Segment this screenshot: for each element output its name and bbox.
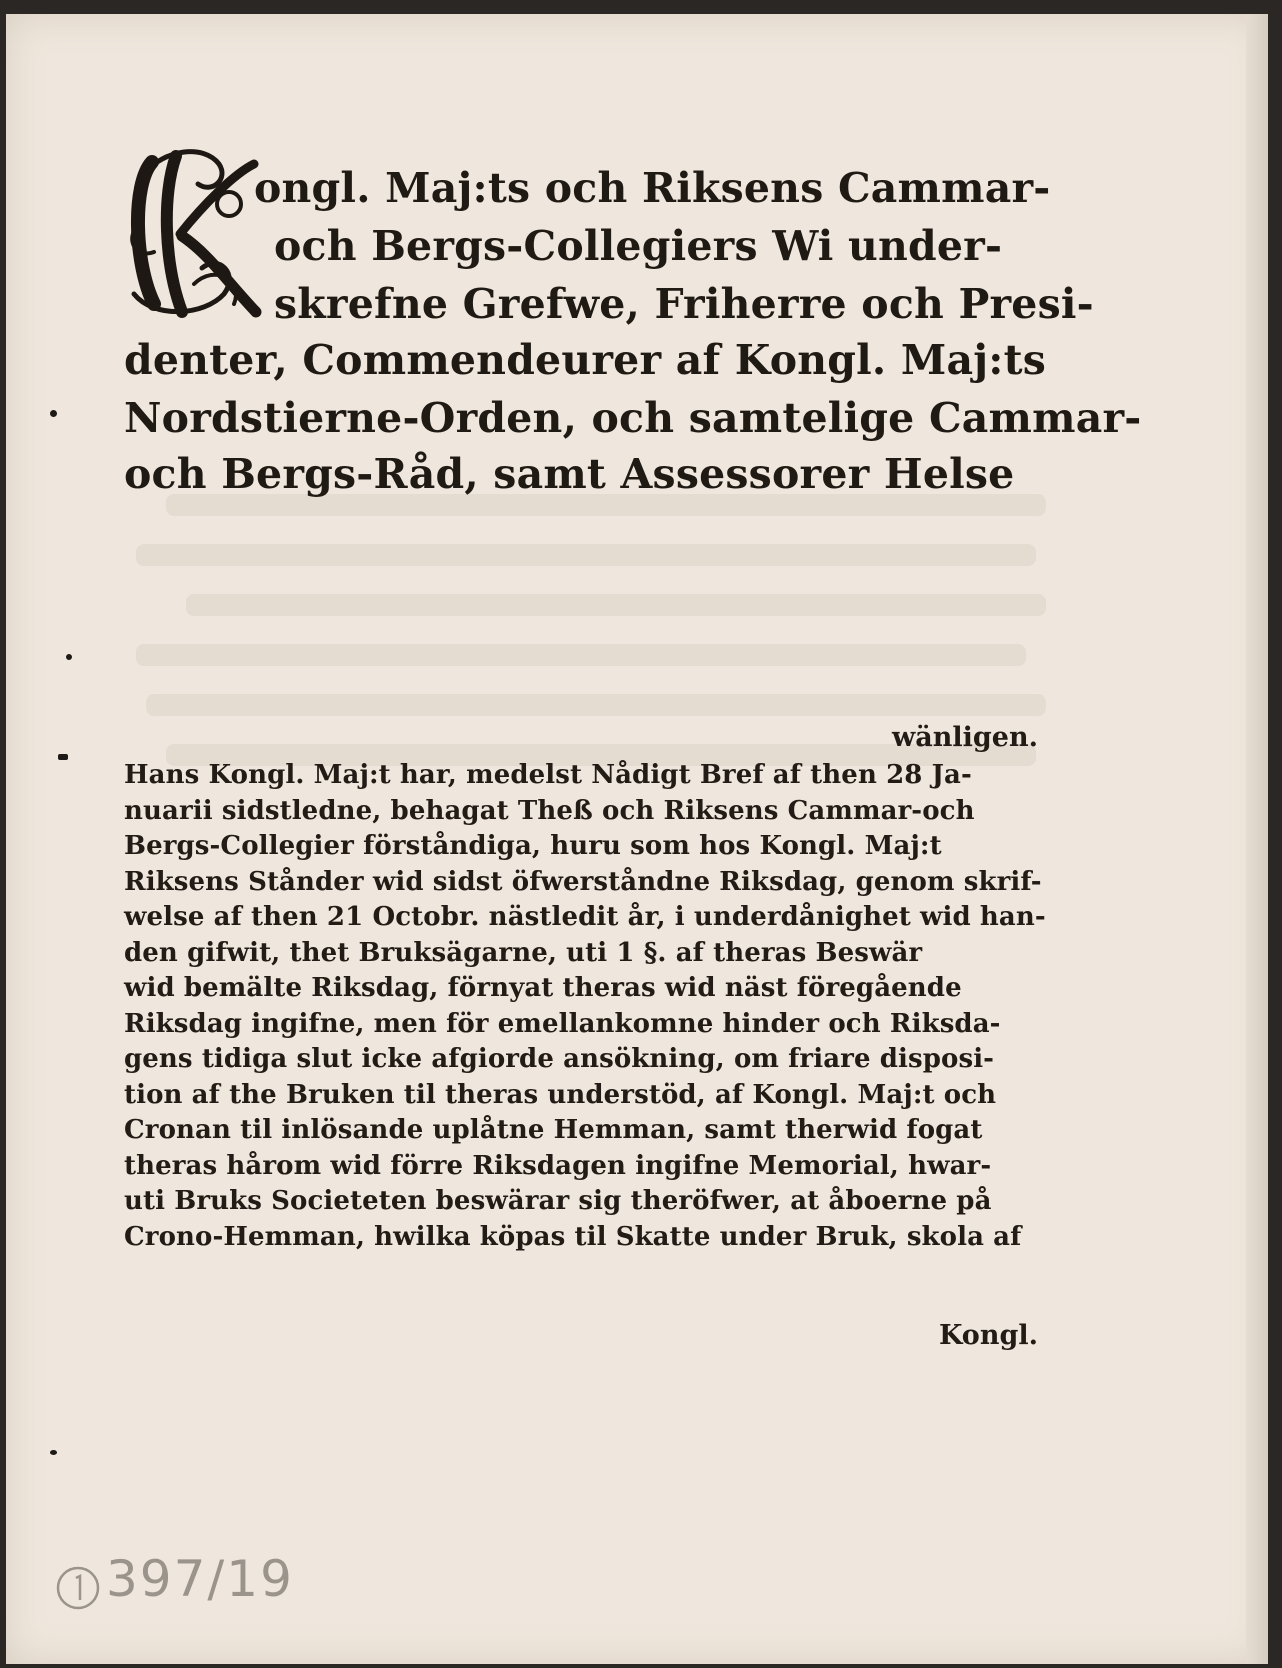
body-line: welse af then 21 Octobr. nästledit år, i underdånighet wid han- — [124, 902, 1046, 932]
body-line: gens tidiga slut icke afgiorde ansökning, om friare disposi- — [124, 1044, 995, 1074]
heading-line: och Bergs-Collegiers Wi under- — [274, 222, 1003, 270]
body-paragraph — [124, 758, 1046, 1255]
heading-line: skrefne Grefwe, Friherre och Presi- — [274, 280, 1094, 328]
body-line: wid bemälte Riksdag, förnyat theras wid näst föregående — [124, 973, 962, 1003]
ink-mark — [50, 410, 57, 417]
greeting-word: wänligen. — [892, 722, 1038, 753]
heading-line: Nordstierne-Orden, och samtelige Cammar- — [124, 394, 1142, 442]
body-line: Hans Kongl. Maj:t har, medelst Nådigt Bref af then 28 Ja- — [124, 760, 972, 790]
heading-line: denter, Commendeurer af Kongl. Maj:ts — [124, 336, 1047, 384]
body-line: uti Bruks Societeten beswärar sig theröfwer, at åboerne på — [124, 1186, 992, 1216]
catchword: Kongl. — [938, 1320, 1038, 1351]
ink-mark — [50, 1450, 57, 1455]
body-line: nuarii sidstledne, behagat Theß och Riksens Cammar-och — [124, 795, 975, 826]
pencil-archive-number: 397/19 — [106, 1550, 294, 1608]
body-line: Bergs-Collegier förståndiga, huru som hos Kongl. Maj:t — [124, 831, 942, 861]
page-edge — [1246, 14, 1268, 1664]
ink-mark — [58, 754, 68, 760]
body-line: tion af the Bruken til theras understöd, af Kongl. Maj:t och — [124, 1079, 997, 1110]
heading-line: och Bergs-Råd, samt Assessorer Helse — [124, 450, 1015, 498]
body-line: den gifwit, thet Bruksägarne, uti 1 §. af theras Beswär — [124, 937, 923, 968]
body-line: theras hårom wid förre Riksdagen ingifne Memorial, hwar- — [124, 1150, 992, 1181]
circled-number-one-icon — [54, 1564, 102, 1612]
heading-line: ongl. Maj:ts och Riksens Cammar- — [254, 164, 1051, 212]
decorated-initial-k-icon — [124, 144, 264, 319]
body-line: Riksens Stånder wid sidst öfwerståndne Riksdag, genom skrif- — [124, 866, 1042, 897]
body-line: Cronan til inlösande uplåtne Hemman, samt therwid fogat — [124, 1115, 983, 1145]
document-page — [6, 14, 1268, 1664]
ink-mark — [66, 654, 72, 660]
body-line: Crono-Hemman, hwilka köpas til Skatte under Bruk, skola af — [124, 1221, 1022, 1252]
body-line: Riksdag ingifne, men för emellankomne hinder och Riksda- — [124, 1008, 1001, 1039]
